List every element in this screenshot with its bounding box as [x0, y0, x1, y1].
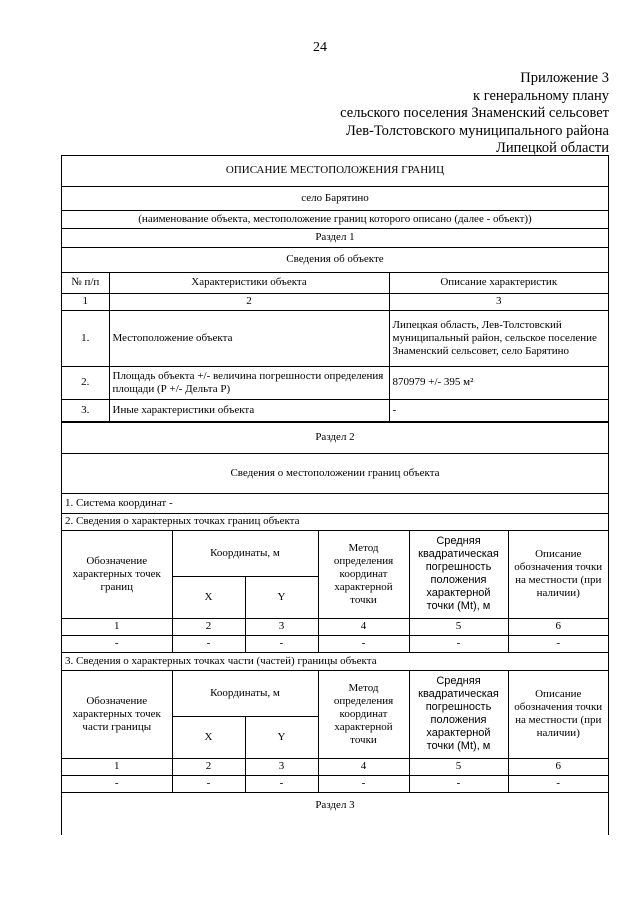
- appendix-line: Приложение 3: [520, 70, 609, 86]
- column-number: 5: [409, 758, 508, 775]
- empty-cell: -: [318, 775, 409, 792]
- column-number: 2: [109, 293, 389, 310]
- appendix-line: Липецкой области: [496, 140, 609, 156]
- points-title: 2. Сведения о характерных точках границ объекта: [62, 513, 608, 530]
- column-number: 6: [508, 618, 608, 635]
- appendix-line: сельского поселения Знаменский сельсовет: [340, 105, 609, 121]
- column-number: 1: [62, 293, 109, 310]
- empty-cell: -: [318, 635, 409, 652]
- col-error-label: Средняя квадратическая погрешность положения характерной точки (Mt), м: [409, 670, 508, 758]
- doc-title: ОПИСАНИЕ МЕСТОПОЛОЖЕНИЯ ГРАНИЦ: [62, 156, 608, 186]
- col-y-label: Y: [245, 716, 318, 758]
- empty-cell: -: [62, 635, 172, 652]
- column-number: 2: [172, 758, 245, 775]
- appendix-line: к генеральному плану: [473, 87, 609, 104]
- col-point-label: Обозначение характерных точек границ: [62, 530, 172, 618]
- column-number: 3: [389, 293, 608, 310]
- empty-cell: -: [508, 635, 608, 652]
- col-coords-label: Координаты, м: [172, 530, 318, 576]
- column-number: 1: [62, 758, 172, 775]
- table-row: [62, 635, 608, 652]
- section2-subtitle: Сведения о местоположении границ объекта: [62, 453, 608, 493]
- object-caption: (наименование объекта, местоположение границ которого описано (далее - объект)): [62, 210, 608, 228]
- col-method-label: Метод определения координат характерной точки: [318, 670, 409, 758]
- header-characteristic: Характеристики объекта: [109, 272, 389, 293]
- col-desc-label: Описание обозначения точки на местности (при наличии): [508, 670, 608, 758]
- section2-title: Раздел 2: [62, 422, 608, 453]
- col-coords-label: Координаты, м: [172, 670, 318, 716]
- appendix-line: Лев-Толстовского муниципального района: [346, 122, 609, 139]
- table-row: [62, 366, 608, 399]
- part-points-title: 3. Сведения о характерных точках части (частей) границы объекта: [62, 652, 608, 670]
- empty-cell: -: [172, 775, 245, 792]
- col-x-label: X: [172, 716, 245, 758]
- section3-title: Раздел 3: [62, 792, 608, 822]
- empty-cell: -: [508, 775, 608, 792]
- section1-table: [62, 156, 608, 422]
- object-name: село Барятино: [62, 186, 608, 210]
- table-row: [62, 399, 608, 421]
- row-index: 2.: [62, 366, 109, 399]
- empty-cell: -: [172, 635, 245, 652]
- section1-subtitle: Сведения об объекте: [62, 247, 608, 272]
- column-number: 4: [318, 618, 409, 635]
- column-number: 2: [172, 618, 245, 635]
- col-desc-label: Описание обозначения точки на местности (при наличии): [508, 530, 608, 618]
- table-row: [62, 775, 608, 792]
- col-y-label: Y: [245, 576, 318, 618]
- column-number: 3: [245, 618, 318, 635]
- row-characteristic: Местоположение объекта: [109, 310, 389, 366]
- empty-cell: -: [245, 635, 318, 652]
- header-index: № п/п: [62, 272, 109, 293]
- header-description: Описание характеристик: [389, 272, 608, 293]
- row-characteristic: Площадь объекта +/- величина погрешности определения площади (Р +/- Дельта Р): [109, 366, 389, 399]
- table-row: [62, 310, 608, 366]
- row-value: 870979 +/- 395 м²: [389, 366, 608, 399]
- empty-cell: -: [62, 775, 172, 792]
- column-number: 1: [62, 618, 172, 635]
- section1-title: Раздел 1: [62, 228, 608, 247]
- row-index: 3.: [62, 399, 109, 421]
- col-x-label: X: [172, 576, 245, 618]
- boundary-description-form: [61, 155, 609, 835]
- column-number: 4: [318, 758, 409, 775]
- empty-cell: -: [409, 635, 508, 652]
- empty-cell: -: [409, 775, 508, 792]
- appendix-header: [340, 70, 609, 158]
- row-value: -: [389, 399, 608, 421]
- empty-cell: -: [245, 775, 318, 792]
- column-number: 6: [508, 758, 608, 775]
- coordinate-system: 1. Система координат -: [62, 493, 608, 513]
- page-number: 24: [313, 40, 327, 55]
- row-index: 1.: [62, 310, 109, 366]
- col-method-label: Метод определения координат характерной точки: [318, 530, 409, 618]
- column-number: 5: [409, 618, 508, 635]
- col-error-label: Средняя квадратическая погрешность положения характерной точки (Mt), м: [409, 530, 508, 618]
- row-characteristic: Иные характеристики объекта: [109, 399, 389, 421]
- col-point-part-label: Обозначение характерных точек части границы: [62, 670, 172, 758]
- section2-table: [62, 422, 608, 823]
- column-number: 3: [245, 758, 318, 775]
- row-value: Липецкая область, Лев-Толстовский муниципальный район, сельское поселение Знаменский сельсовет, село Барятино: [389, 310, 608, 366]
